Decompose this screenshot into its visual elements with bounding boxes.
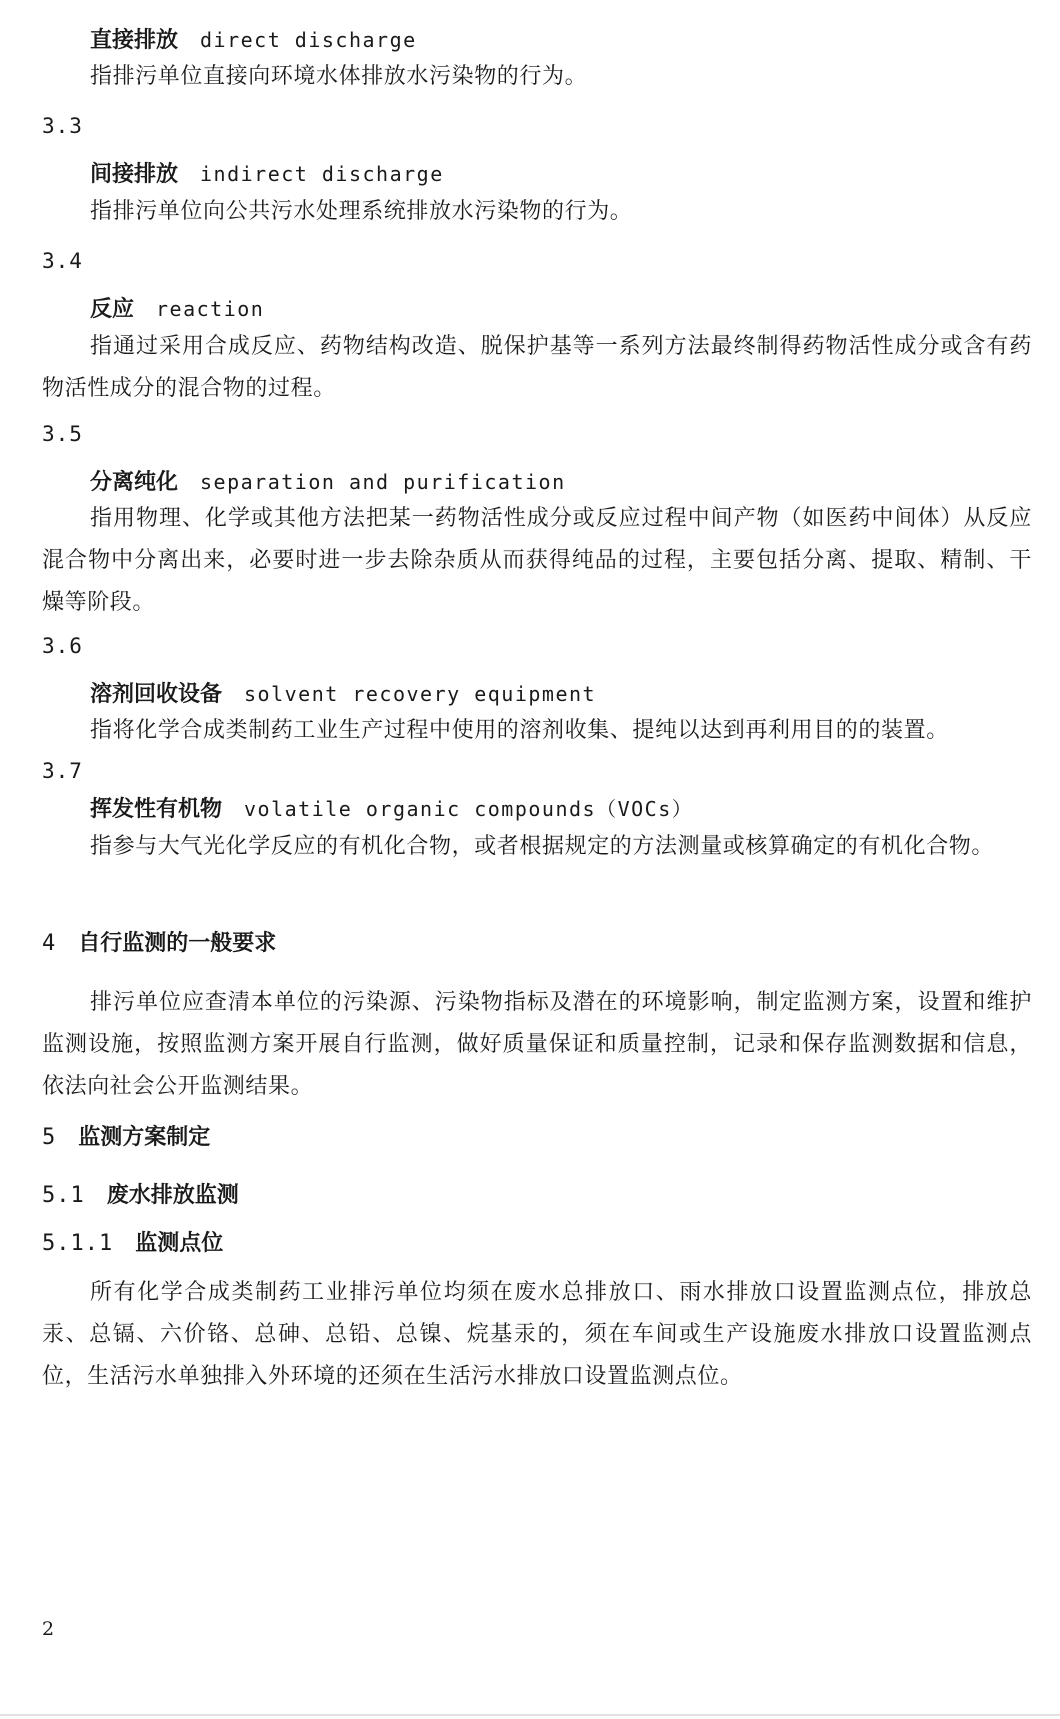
term-zh: 直接排放: [90, 28, 179, 53]
section-title: 监测方案制定: [78, 1125, 211, 1150]
section-heading-5: [42, 1122, 1032, 1154]
term-en: separation and purification: [200, 470, 566, 494]
term-en: direct discharge: [200, 28, 417, 52]
term-zh: 分离纯化: [90, 470, 179, 495]
term-en: solvent recovery equipment: [244, 682, 597, 706]
section-heading-5-1-1: [42, 1228, 1032, 1260]
term-en: volatile organic compounds（VOCs）: [244, 797, 694, 821]
term-zh: 挥发性有机物: [90, 797, 223, 822]
term-title-separation-purification: [90, 466, 1060, 499]
term-definition: 指排污单位向公共污水处理系统排放水污染物的行为。: [90, 199, 633, 224]
term-number: 3.7: [42, 759, 83, 783]
section-number: 5: [42, 1125, 57, 1150]
term-definition: 指用物理、化学或其他方法把某一药物活性成分或反应过程中间产物（如医药中间体）从反应混合物中分离出来，必要时进一步去除杂质从而获得纯品的过程，主要包括分离、提取、精制、干燥等阶段。: [42, 506, 1032, 615]
term-title-reaction: [90, 293, 1060, 326]
section-title: 自行监测的一般要求: [78, 931, 277, 956]
section-heading-5-1: [42, 1180, 1032, 1212]
term-definition: 指排污单位直接向环境水体排放水污染物的行为。: [90, 64, 588, 89]
section-paragraph: 排污单位应查清本单位的污染源、污染物指标及潜在的环境影响，制定监测方案，设置和维护监测设施，按照监测方案开展自行监测，做好质量保证和质量控制，记录和保存监测数据和信息，依法向社会公开监测结果。: [42, 990, 1032, 1099]
term-title-solvent-recovery: [90, 678, 1060, 711]
page-bottom-divider: [0, 1714, 1060, 1716]
term-definition: 指通过采用合成反应、药物结构改造、脱保护基等一系列方法最终制得药物活性成分或含有药物活性成分的混合物的过程。: [42, 334, 1032, 401]
term-number: 3.5: [42, 422, 83, 446]
page-number: 2: [42, 1618, 55, 1640]
term-title-vocs: [90, 793, 1060, 826]
term-en: indirect discharge: [200, 162, 444, 186]
term-number: 3.6: [42, 634, 83, 658]
section-heading-4: [42, 928, 1032, 960]
term-definition: 指将化学合成类制药工业生产过程中使用的溶剂收集、提纯以达到再利用目的的装置。: [90, 718, 949, 743]
term-en: reaction: [156, 297, 265, 321]
term-number: 3.3: [42, 114, 83, 138]
section-number: 5.1.1: [42, 1231, 114, 1256]
section-title: 监测点位: [135, 1231, 224, 1256]
term-definition: 指参与大气光化学反应的有机化合物，或者根据规定的方法测量或核算确定的有机化合物。: [90, 834, 995, 859]
section-title: 废水排放监测: [106, 1183, 239, 1208]
term-number: 3.4: [42, 249, 83, 273]
section-number: 5.1: [42, 1183, 85, 1208]
term-title-indirect-discharge: [90, 158, 1060, 191]
term-zh: 反应: [90, 297, 135, 322]
section-paragraph: 所有化学合成类制药工业排污单位均须在废水总排放口、雨水排放口设置监测点位，排放总汞、总镉、六价铬、总砷、总铅、总镍、烷基汞的，须在车间或生产设施废水排放口设置监测点位，生活污水单独排入外环境的还须在生活污水排放口设置监测点位。: [42, 1280, 1032, 1389]
section-number: 4: [42, 931, 57, 956]
term-zh: 溶剂回收设备: [90, 682, 223, 707]
term-zh: 间接排放: [90, 162, 179, 187]
term-title-direct-discharge: [90, 24, 1060, 57]
